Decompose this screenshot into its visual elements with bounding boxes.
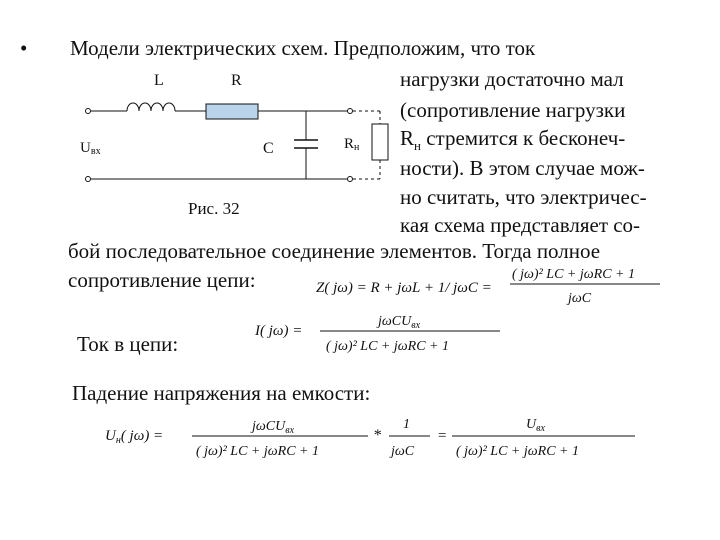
terminal-in-top [86, 109, 91, 114]
label-L: L [154, 72, 164, 89]
label-C: C [263, 140, 274, 157]
current-label: Ток в цепи: [77, 332, 179, 356]
u-numerator-1: jωCU$_{вх}$ [252, 419, 295, 436]
text-line-2: нагрузки достаточно мал [400, 67, 624, 91]
svg-text:Uн( jω) =: $U_н$( jω) = [105, 428, 164, 446]
voltage-formula [105, 417, 635, 459]
current-formula [254, 314, 500, 354]
voltage-label: Падение напряжения на емкости: [72, 381, 371, 405]
impedance-formula [316, 267, 660, 306]
terminal-out-bottom [348, 177, 353, 182]
u-denominator-1: ( jω)² LC + jωRC + 1 [196, 444, 319, 459]
i-denominator: ( jω)² LC + jωRC + 1 [326, 339, 449, 354]
text-line-6: но считать, что электричес- [400, 185, 647, 209]
text-line-1: Модели электрических схем. Предположим, что ток [70, 36, 536, 60]
text-line-7: кая схема представляет со- [400, 213, 641, 237]
terminal-in-bottom [86, 177, 91, 182]
u-numerator-2: 1 [403, 417, 410, 432]
u-numerator-3: $U_{вх}$ [526, 417, 545, 434]
figure-caption: Рис. 32 [188, 199, 240, 218]
text-line-3: (сопротивление нагрузки [400, 98, 626, 122]
svg-text:=: = [437, 428, 448, 444]
inductor-coil [127, 103, 175, 111]
text-line-8: бой последовательное соединение элементов. Тогда полное [68, 239, 601, 263]
text-line-5: ности). В этом случае мож- [400, 156, 645, 180]
u-denominator-3: ( jω)² LC + jωRC + 1 [456, 444, 579, 459]
terminal-out-top [348, 109, 353, 114]
svg-text:I( jω) =: I( jω) = [255, 323, 303, 339]
z-denominator: jωC [568, 291, 592, 306]
label-R: R [231, 72, 242, 89]
bullet: • [20, 36, 28, 60]
z-numerator: ( jω)² LC + jωRC + 1 [512, 267, 635, 282]
load-resistor [372, 124, 388, 160]
circuit-diagram [86, 103, 389, 182]
i-numerator: jωCU$_{вх}$ [378, 314, 421, 331]
text-line-9: сопротивление цепи: [68, 268, 256, 292]
text-line-4: $R_н$ стремится к бесконеч- [400, 126, 626, 154]
resistor-body [206, 104, 258, 119]
label-Uin: Uвх [80, 140, 101, 157]
label-Rn: Rн [344, 136, 360, 153]
svg-text:*: * [373, 427, 381, 444]
svg-text:Z( jω) = R + jωL + 1/ jωC =: Z( jω) = R + jωL + 1/ jωC = [316, 280, 492, 296]
u-denominator-2: jωC [391, 444, 415, 459]
